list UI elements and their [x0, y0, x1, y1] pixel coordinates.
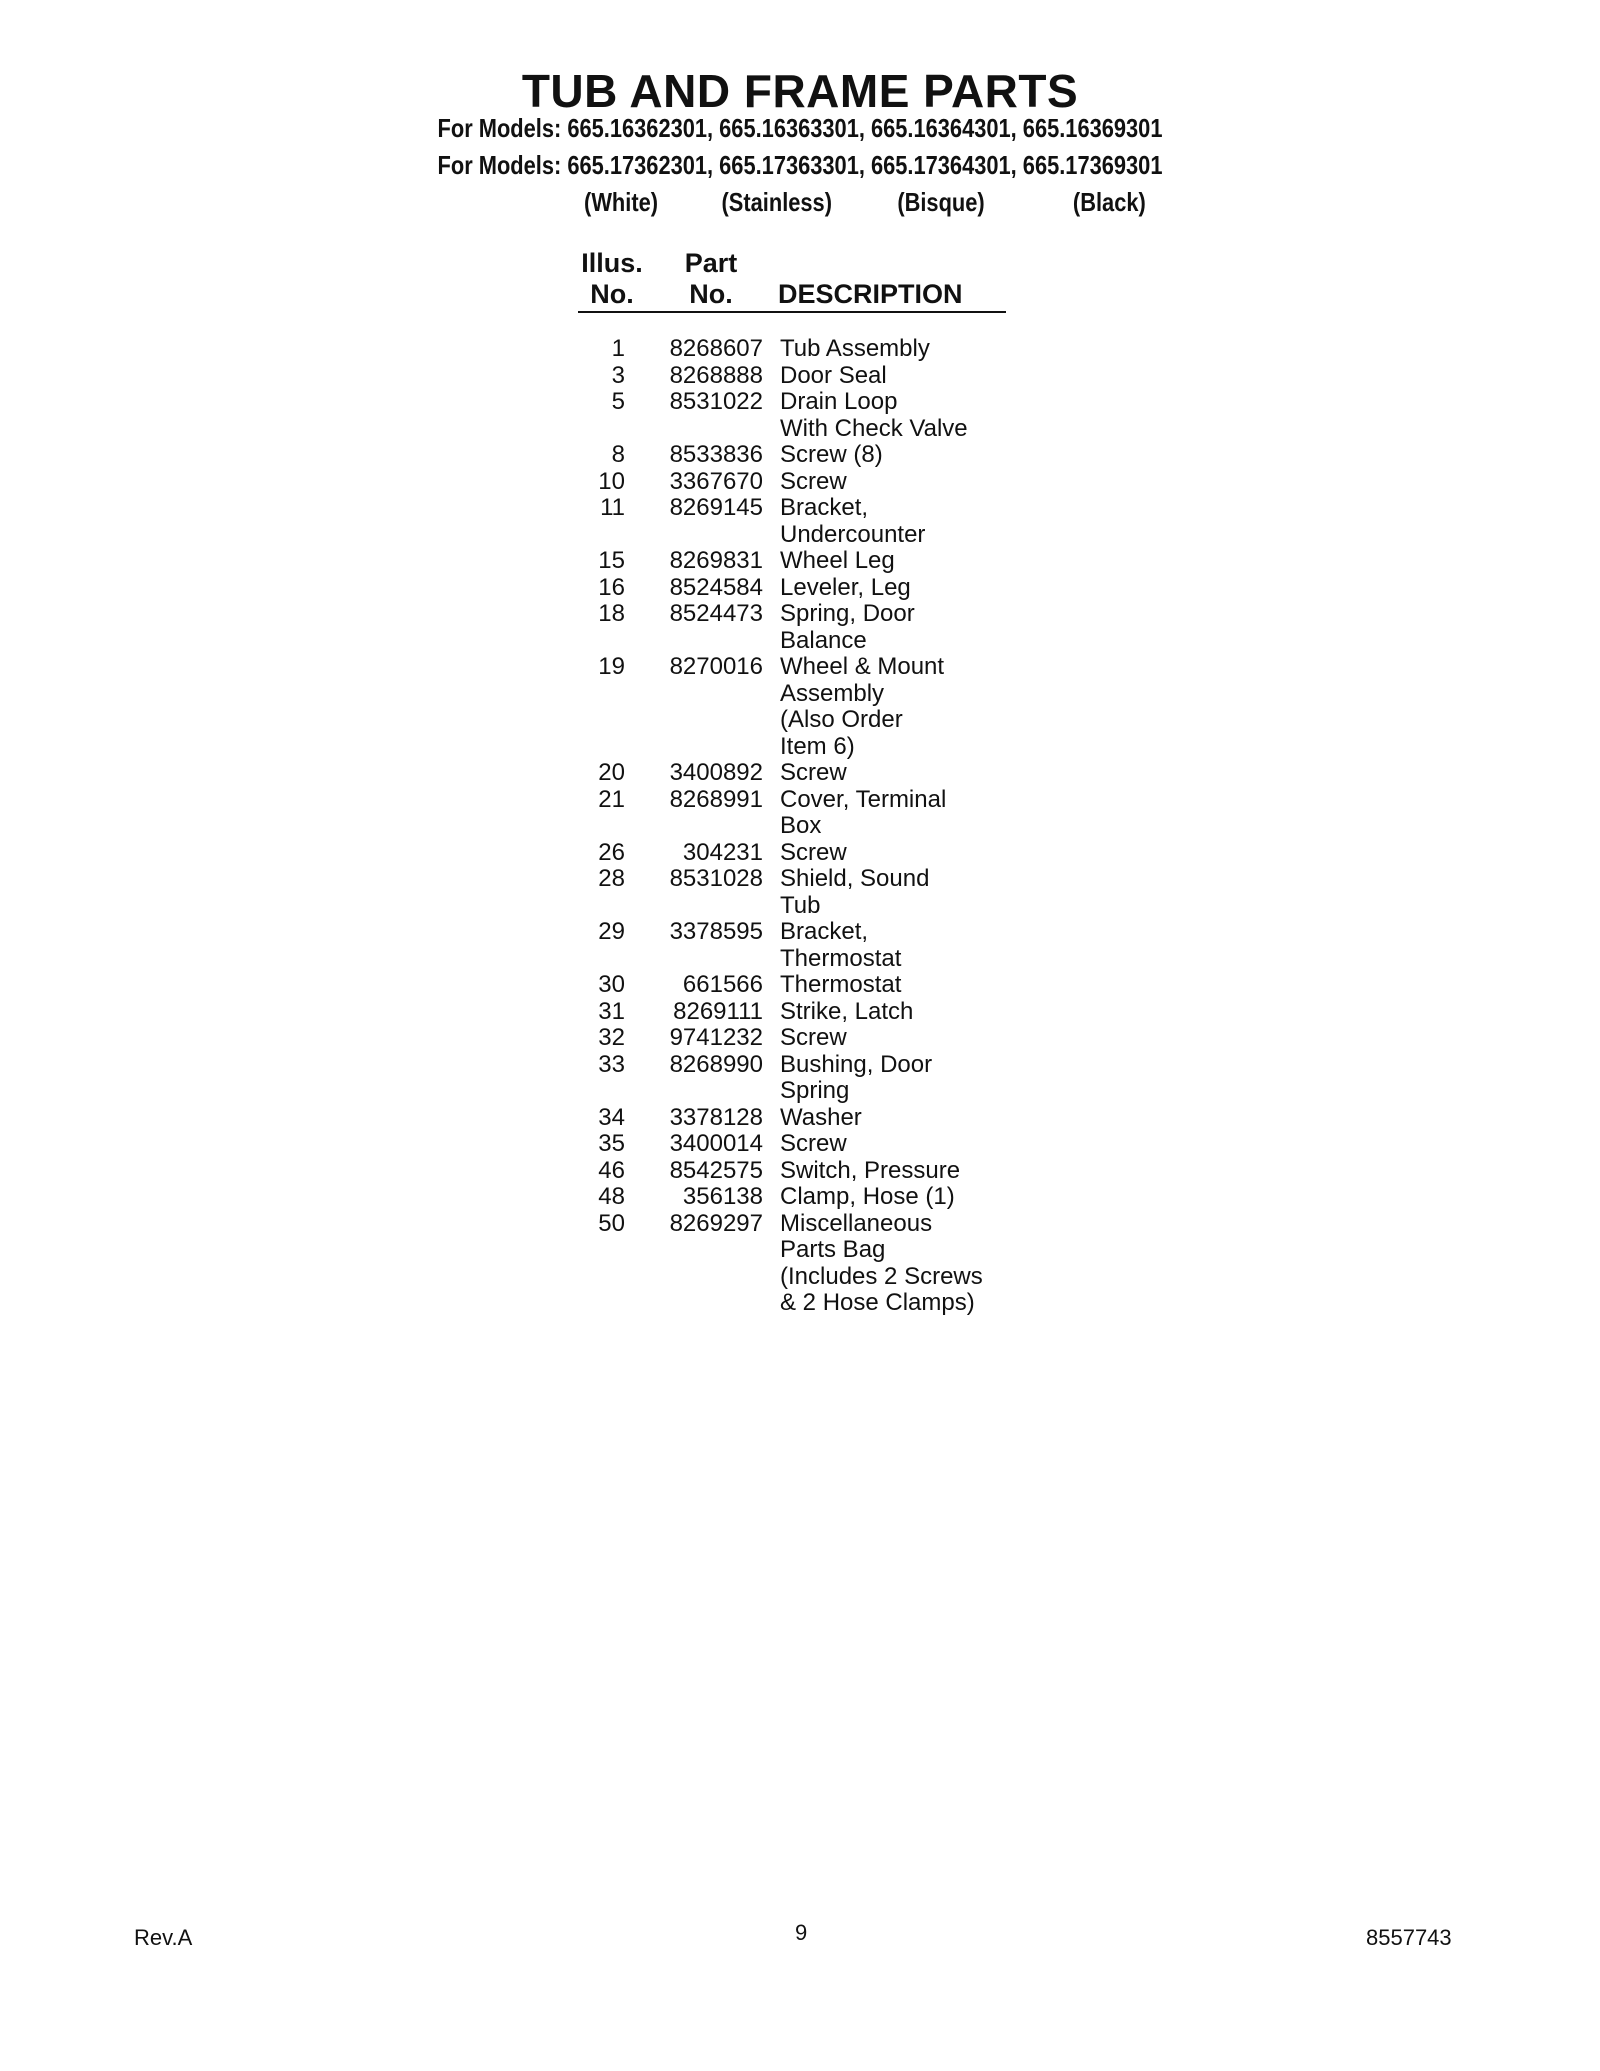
header-part-2: No. — [689, 279, 733, 309]
description: & 2 Hose Clamps) — [780, 1289, 975, 1316]
illus-number: 21 — [598, 785, 625, 813]
table-row — [0, 1052, 1600, 1079]
header-rule — [578, 311, 1006, 313]
color-stainless: (Stainless) — [721, 187, 832, 217]
part-number: 8533836 — [669, 441, 763, 468]
description: Washer — [780, 1103, 862, 1131]
part-number: 3400892 — [669, 759, 763, 786]
illus-number: 16 — [598, 573, 625, 601]
illus-number: 20 — [598, 759, 625, 786]
illus-number: 28 — [598, 865, 625, 892]
illus-number: 15 — [598, 547, 625, 574]
description: Clamp, Hose (1) — [780, 1183, 955, 1210]
illus-number: 29 — [598, 918, 625, 945]
description: Box — [780, 812, 822, 839]
illus-number: 48 — [598, 1183, 625, 1210]
description: Spring — [780, 1077, 850, 1104]
parts-list — [0, 336, 1600, 1317]
table-row — [0, 893, 1600, 920]
part-number: 8269111 — [673, 997, 763, 1025]
table-row — [0, 601, 1600, 628]
footer-revision: Rev.A — [134, 1925, 193, 1950]
description: Parts Bag — [780, 1236, 886, 1263]
part-number: 8524473 — [669, 600, 763, 627]
table-row — [0, 363, 1600, 390]
description: Screw — [780, 1024, 847, 1051]
table-row — [0, 1158, 1600, 1185]
illus-number: 11 — [600, 494, 625, 521]
table-row — [0, 1131, 1600, 1158]
description: Balance — [780, 626, 867, 654]
description: Bushing, Door — [780, 1050, 933, 1078]
table-row — [0, 866, 1600, 893]
description: Wheel & Mount — [780, 653, 945, 680]
illus-number: 10 — [598, 467, 625, 495]
models-line-1: For Models: 665.16362301, 665.16363301, 665.16364301, 665.16369301 — [437, 113, 1163, 143]
table-row — [0, 1025, 1600, 1052]
table-row — [0, 1264, 1600, 1291]
description: Thermostat — [780, 971, 902, 998]
illus-number: 46 — [598, 1156, 625, 1184]
table-row — [0, 469, 1600, 496]
description: Door Seal — [780, 361, 887, 389]
description: Assembly — [780, 679, 885, 707]
table-row — [0, 442, 1600, 469]
footer-page-number: 9 — [795, 1920, 808, 1945]
table-row — [0, 416, 1600, 443]
part-number: 3367670 — [669, 467, 763, 495]
table-row — [0, 1211, 1600, 1238]
part-number: 3378595 — [669, 918, 763, 945]
illus-number: 1 — [611, 335, 625, 362]
table-row — [0, 1078, 1600, 1105]
description: Bracket, — [780, 494, 869, 521]
table-row — [0, 389, 1600, 416]
illus-number: 26 — [598, 838, 625, 866]
description: Tub Assembly — [780, 335, 930, 362]
part-number: 3400014 — [669, 1130, 763, 1157]
page-title: TUB AND FRAME PARTS — [521, 65, 1079, 117]
part-number: 8542575 — [669, 1156, 763, 1184]
table-row — [0, 787, 1600, 814]
table-row — [0, 628, 1600, 655]
description: Drain Loop — [780, 388, 898, 415]
illus-number: 3 — [611, 361, 625, 389]
table-row — [0, 1237, 1600, 1264]
table-row — [0, 734, 1600, 761]
description: Thermostat — [780, 944, 902, 972]
description: Item 6) — [780, 732, 855, 760]
description: Wheel Leg — [780, 547, 895, 574]
part-number: 8269297 — [669, 1209, 763, 1237]
models-line-2: For Models: 665.17362301, 665.17363301, 665.17364301, 665.17369301 — [437, 150, 1163, 180]
color-legend — [0, 187, 1600, 223]
illus-number: 30 — [598, 971, 625, 998]
table-row — [0, 813, 1600, 840]
part-number: 3378128 — [669, 1103, 763, 1131]
description: Shield, Sound — [780, 865, 930, 892]
description: Miscellaneous — [780, 1209, 933, 1237]
table-row — [0, 946, 1600, 973]
part-number: 9741232 — [669, 1024, 763, 1051]
part-number: 8524584 — [669, 573, 763, 601]
part-number: 304231 — [682, 838, 763, 866]
illus-number: 34 — [598, 1103, 625, 1131]
illus-number: 18 — [598, 600, 625, 627]
footer-doc-number: 8557743 — [1366, 1925, 1452, 1950]
table-row — [0, 707, 1600, 734]
part-number: 8268990 — [669, 1050, 763, 1078]
table-row — [0, 999, 1600, 1026]
illus-number: 8 — [611, 441, 625, 468]
description: Bracket, — [780, 918, 869, 945]
header-illus-1: Illus. — [581, 248, 643, 278]
table-row — [0, 336, 1600, 363]
illus-number: 32 — [598, 1024, 625, 1051]
table-row — [0, 681, 1600, 708]
description: Screw — [780, 838, 847, 866]
description: Tub — [780, 891, 821, 919]
table-row — [0, 919, 1600, 946]
header-description: DESCRIPTION — [778, 279, 963, 309]
part-number: 8270016 — [669, 653, 763, 680]
description: With Check Valve — [780, 414, 968, 442]
part-number: 8268991 — [669, 785, 763, 813]
part-number: 356138 — [682, 1183, 763, 1210]
header-part-1: Part — [684, 248, 738, 278]
part-number: 8531022 — [669, 388, 763, 415]
illus-number: 33 — [598, 1050, 625, 1078]
illus-number: 50 — [598, 1209, 625, 1237]
table-row — [0, 1290, 1600, 1317]
table-row — [0, 1105, 1600, 1132]
table-row — [0, 760, 1600, 787]
description: Switch, Pressure — [780, 1156, 961, 1184]
description: Cover, Terminal — [780, 785, 947, 813]
description: Undercounter — [780, 520, 926, 548]
part-number: 8269145 — [669, 494, 763, 521]
description: Screw — [780, 1130, 847, 1157]
description: Screw (8) — [780, 441, 883, 468]
table-row — [0, 495, 1600, 522]
description: Screw — [780, 467, 847, 495]
part-number: 8531028 — [669, 865, 763, 892]
description: (Includes 2 Screws — [780, 1262, 983, 1290]
color-white: (White) — [584, 187, 659, 217]
description: Spring, Door — [780, 600, 915, 627]
description: (Also Order — [780, 706, 903, 733]
part-number: 661566 — [682, 971, 763, 998]
color-black: (Black) — [1072, 187, 1146, 217]
part-number: 8268888 — [669, 361, 763, 389]
table-row — [0, 522, 1600, 549]
header-illus-2: No. — [590, 279, 634, 309]
table-row — [0, 654, 1600, 681]
table-row — [0, 1184, 1600, 1211]
table-row — [0, 972, 1600, 999]
illus-number: 5 — [611, 388, 625, 415]
table-row — [0, 548, 1600, 575]
part-number: 8269831 — [669, 547, 763, 574]
illus-number: 35 — [598, 1130, 625, 1157]
illus-number: 31 — [598, 997, 625, 1025]
description: Leveler, Leg — [780, 573, 911, 601]
illus-number: 19 — [598, 653, 625, 680]
color-bisque: (Bisque) — [897, 187, 985, 217]
description: Screw — [780, 759, 847, 786]
description: Strike, Latch — [780, 997, 914, 1025]
part-number: 8268607 — [669, 335, 763, 362]
table-row — [0, 575, 1600, 602]
table-row — [0, 840, 1600, 867]
